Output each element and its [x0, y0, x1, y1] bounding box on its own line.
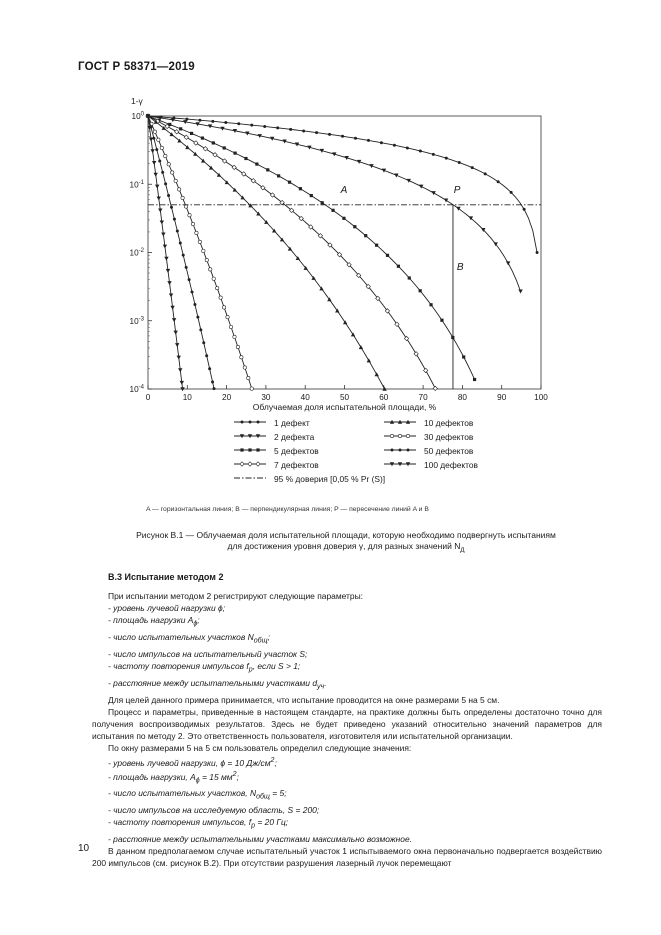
- legend-marker: [248, 448, 251, 451]
- list-item-text: ;: [236, 771, 239, 782]
- series-marker-6: [177, 188, 180, 191]
- series-marker-8: [158, 208, 162, 212]
- series-marker-1: [185, 118, 188, 121]
- series-marker-5: [359, 345, 363, 349]
- series-marker-6: [233, 335, 236, 338]
- series-marker-6: [229, 325, 232, 328]
- series-marker-1: [250, 124, 253, 127]
- legend-label: 95 % доверия [0,05 % Pr (S)]: [274, 474, 386, 484]
- x-tick-label: 0: [145, 393, 151, 402]
- legend-marker: [257, 421, 260, 424]
- legend-label: 10 дефектов: [424, 418, 474, 428]
- legend-label: 5 дефектов: [274, 446, 319, 456]
- list-item: [92, 648, 602, 660]
- legend-swatch: [232, 417, 268, 427]
- legend-swatch: [232, 431, 268, 441]
- series-marker-8: [153, 173, 157, 177]
- series-marker-7: [205, 354, 208, 357]
- series-marker-3: [353, 225, 356, 228]
- subscript: ϕ: [195, 777, 200, 785]
- series-marker-3: [310, 194, 313, 197]
- caption-line-1: Рисунок В.1 — Облучаемая доля испытательной площади, которую необходимо подвергнуть испытаниям: [136, 530, 556, 540]
- series-marker-1: [484, 172, 487, 175]
- x-tick-label: 100: [534, 393, 548, 402]
- x-tick-label: 60: [379, 393, 389, 402]
- list-item-text: = 20 Гц;: [255, 817, 289, 828]
- list-item: [92, 833, 602, 845]
- legend-swatch: [232, 473, 268, 483]
- series-marker-7: [173, 218, 176, 221]
- series-marker-7: [155, 148, 158, 151]
- series-marker-6: [188, 214, 191, 217]
- series-marker-1: [458, 161, 461, 164]
- series-marker-8: [167, 281, 171, 285]
- annotation-p: P: [453, 184, 461, 196]
- series-marker-3: [179, 127, 182, 130]
- y-tick-label: $10^{-1}$: [129, 179, 144, 190]
- list-item: [92, 614, 602, 631]
- x-tick-label: 30: [261, 393, 271, 402]
- list-item-text: ;: [197, 615, 200, 626]
- list-item-text: - площадь нагрузки A: [108, 615, 194, 626]
- list-item: [92, 804, 602, 816]
- series-marker-7: [179, 242, 182, 245]
- series-marker-3: [190, 132, 193, 135]
- body-text: [92, 590, 602, 870]
- series-marker-1: [536, 251, 539, 254]
- x-tick-label: 20: [222, 393, 232, 402]
- parameter-list: [92, 602, 602, 694]
- series-marker-7: [185, 266, 188, 269]
- figure-caption: [96, 530, 596, 556]
- series-marker-6: [164, 154, 167, 157]
- series-marker-3: [419, 289, 422, 292]
- series-marker-7: [182, 254, 185, 257]
- series-marker-6: [202, 249, 205, 252]
- legend-swatch: [382, 417, 418, 427]
- series-marker-7: [161, 171, 164, 174]
- list-item-text: - число испытательных участков, N: [108, 788, 257, 799]
- annotation-a: A: [340, 184, 348, 196]
- list-item-text: - площадь нагрузки, A: [108, 771, 196, 782]
- list-item-text: , если S > 1;: [252, 661, 301, 672]
- series-marker-7: [211, 380, 214, 383]
- series-marker-3: [462, 355, 465, 358]
- paragraph-window: По окну размерами 5 на 5 см пользователь определил следующие значения:: [108, 743, 412, 754]
- legend-marker: [399, 449, 402, 452]
- series-marker-1: [367, 139, 370, 142]
- legend-label: 100 дефектов: [424, 460, 478, 470]
- series-marker-1: [419, 150, 422, 153]
- series-marker-3: [440, 319, 443, 322]
- superscript: 2: [232, 770, 237, 778]
- series-marker-1: [224, 121, 227, 124]
- series-marker-7: [208, 367, 211, 370]
- list-item: [92, 660, 602, 677]
- series-marker-8: [160, 220, 164, 224]
- series-marker-8: [149, 138, 153, 142]
- list-item-text: .: [324, 678, 327, 688]
- value-list: [92, 755, 602, 846]
- series-marker-6: [250, 387, 253, 390]
- series-marker-3: [321, 201, 324, 204]
- series-marker-6: [153, 130, 156, 133]
- list-item-text: - число импульсов на испытательный участок S;: [108, 649, 308, 659]
- series-marker-1: [471, 166, 474, 169]
- list-item-text: ;: [274, 757, 277, 768]
- subscript: общ: [256, 793, 270, 801]
- series-marker-8: [172, 318, 176, 322]
- list-item-text: ;: [267, 632, 270, 643]
- series-marker-8: [169, 293, 173, 297]
- legend-label: 30 дефектов: [424, 432, 474, 442]
- list-item-text: - расстояние между испытательными участками максимально возможное.: [108, 834, 412, 845]
- series-marker-6: [174, 179, 177, 182]
- series-marker-7: [170, 206, 173, 209]
- series-marker-1: [315, 131, 318, 134]
- series-marker-6: [247, 376, 250, 379]
- series-marker-1: [406, 146, 409, 149]
- subscript: p: [251, 822, 256, 830]
- subscript: ϕ: [193, 621, 198, 628]
- series-marker-8: [170, 306, 174, 310]
- legend-marker: [406, 434, 409, 437]
- series-marker-6: [184, 205, 187, 208]
- series-marker-8: [155, 185, 159, 189]
- series-marker-3: [212, 141, 215, 144]
- page-number: 10: [78, 843, 90, 854]
- series-marker-3: [364, 234, 367, 237]
- list-item: [92, 816, 602, 833]
- series-marker-2: [444, 198, 448, 202]
- series-line-2: [148, 116, 521, 291]
- series-marker-2: [419, 185, 423, 189]
- list-item-text: = 5;: [269, 788, 287, 799]
- series-marker-6: [181, 196, 184, 199]
- x-tick-label: 50: [339, 393, 350, 402]
- legend-marker: [241, 421, 244, 424]
- series-marker-3: [386, 254, 389, 257]
- series-marker-3: [342, 217, 345, 220]
- list-item-text: - частоту повторения импульсов, f: [108, 817, 252, 828]
- series-marker-7: [193, 303, 196, 306]
- series-marker-3: [266, 168, 269, 171]
- series-marker-3: [408, 276, 411, 279]
- series-marker-8: [180, 381, 184, 385]
- series-marker-7: [176, 230, 179, 233]
- series-marker-1: [523, 208, 526, 211]
- list-item: [92, 602, 602, 614]
- y-tick-label: $10^{-3}$: [129, 316, 144, 326]
- series-marker-6: [236, 345, 239, 348]
- list-item: [92, 787, 602, 804]
- series-marker-1: [328, 133, 331, 136]
- series-marker-8: [152, 161, 156, 165]
- series-marker-7: [158, 159, 161, 162]
- y-axis-label: 1-γ: [131, 96, 143, 106]
- series-marker-1: [445, 157, 448, 160]
- paragraph-example: Для целей данного примера принимается, что испытание проводится на окне размерами 5 на 5 см.: [108, 694, 500, 705]
- section-title: В.3 Испытание методом 2: [108, 572, 224, 582]
- paragraph-process: Процесс и параметры, приведенные в настоящем стандарте, на практике должны быть определены достаточно точно для получения воспроизводимых результатов. Здесь не будет приведено указаний относительно значений параметров для испытания по методу 2. Это ответственность пользователя, изготовителя или испытательной организации.: [92, 707, 602, 742]
- series-marker-6: [219, 296, 222, 299]
- legend-marker: [256, 448, 259, 451]
- series-marker-7: [167, 194, 170, 197]
- series-marker-3: [375, 244, 378, 247]
- y-tick-label: $10^{-2}$: [129, 248, 144, 258]
- series-marker-4: [213, 153, 217, 157]
- legend-marker: [240, 448, 243, 451]
- superscript: 2: [270, 756, 275, 764]
- x-tick-label: 10: [182, 393, 192, 402]
- series-marker-1: [432, 153, 435, 156]
- series-marker-6: [205, 258, 208, 261]
- caption-line-2: для достижения уровня доверия γ, для разных значений $N_д$: [227, 541, 465, 554]
- series-marker-6: [226, 315, 229, 318]
- series-marker-1: [302, 129, 305, 132]
- series-marker-4: [175, 130, 179, 134]
- figure-b1-chart: [0, 0, 661, 420]
- series-marker-1: [497, 180, 500, 183]
- series-marker-3: [299, 187, 302, 190]
- series-marker-5: [374, 372, 378, 376]
- list-item: [92, 677, 602, 694]
- series-marker-6: [191, 222, 194, 225]
- x-axis-label: Облучаемая доля испытательной площади, %: [252, 402, 437, 412]
- series-marker-7: [196, 316, 199, 319]
- series-marker-6: [243, 366, 246, 369]
- series-marker-6: [212, 277, 215, 280]
- series-marker-3: [277, 174, 280, 177]
- series-marker-1: [380, 141, 383, 144]
- series-marker-6: [160, 146, 163, 149]
- series-marker-3: [429, 303, 432, 306]
- series-marker-6: [167, 163, 170, 166]
- legend-marker: [248, 462, 252, 466]
- series-marker-1: [341, 135, 344, 138]
- series-marker-8: [150, 149, 154, 153]
- x-tick-label: 90: [497, 393, 507, 402]
- x-tick-label: 80: [457, 393, 467, 402]
- series-marker-3: [255, 162, 258, 165]
- y-tick-label: $10^{-4}$: [129, 384, 144, 394]
- legend-swatch: [382, 459, 418, 469]
- series-marker-7: [213, 387, 216, 390]
- series-marker-6: [222, 306, 225, 309]
- series-marker-1: [276, 126, 279, 129]
- series-marker-1: [211, 120, 214, 123]
- series-marker-8: [163, 245, 167, 249]
- legend-label: 1 дефект: [274, 418, 310, 428]
- legend-swatch: [232, 445, 268, 455]
- series-marker-4: [433, 386, 437, 390]
- series-marker-1: [263, 125, 266, 128]
- series-marker-7: [188, 278, 191, 281]
- series-marker-7: [191, 291, 194, 294]
- list-item-text: - число импульсов на исследуемую область, S = 200;: [108, 805, 320, 816]
- series-marker-8: [173, 331, 177, 335]
- list-item-text: - частоту повторения импульсов f: [108, 661, 249, 672]
- series-marker-3: [244, 157, 247, 160]
- series-marker-6: [195, 231, 198, 234]
- series-marker-4: [194, 141, 198, 145]
- series-marker-3: [331, 209, 334, 212]
- series-marker-3: [233, 152, 236, 155]
- series-marker-8: [178, 368, 182, 372]
- legend-marker: [390, 434, 393, 437]
- document-header: ГОСТ Р 58371—2019: [78, 61, 195, 73]
- legend-marker: [391, 449, 394, 452]
- series-marker-4: [414, 352, 418, 356]
- list-item-text: = 15 мм: [199, 771, 233, 782]
- series-marker-7: [164, 182, 167, 185]
- series-marker-1: [354, 137, 357, 140]
- series-marker-1: [198, 119, 201, 122]
- annotation-b: B: [456, 262, 464, 274]
- y-tick-label: $10^0$: [131, 111, 144, 121]
- list-item: [92, 631, 602, 648]
- series-marker-4: [424, 368, 428, 372]
- series-marker-7: [199, 328, 202, 331]
- series-line-4: [148, 116, 435, 388]
- series-marker-1: [393, 144, 396, 147]
- series-marker-5: [367, 358, 371, 362]
- legend-marker: [256, 462, 260, 466]
- series-line-5: [148, 116, 385, 389]
- series-marker-7: [202, 341, 205, 344]
- figure-note: A — горизонтальная линия; B — перпендикулярная линия; P — пересечение линий A и B: [146, 506, 429, 513]
- series-marker-6: [198, 240, 201, 243]
- legend-label: 2 дефекта: [274, 432, 315, 442]
- legend-marker: [249, 421, 252, 424]
- x-tick-label: 70: [418, 393, 428, 402]
- series-marker-6: [215, 286, 218, 289]
- list-item-text: - расстояние между испытательными участками d: [108, 678, 318, 688]
- list-item: [92, 769, 602, 788]
- series-marker-3: [201, 136, 204, 139]
- subscript: уч: [317, 683, 325, 691]
- series-marker-8: [161, 232, 165, 236]
- list-item-text: - уровень лучевой нагрузки, ϕ = 10 Дж/см: [108, 757, 271, 768]
- legend-swatch: [382, 445, 418, 455]
- paragraph-intro: При испытании методом 2 регистрируют следующие параметры:: [108, 591, 364, 601]
- legend-marker: [407, 449, 410, 452]
- series-marker-8: [166, 269, 170, 273]
- legend-marker: [398, 434, 401, 437]
- series-marker-8: [175, 343, 179, 347]
- series-marker-3: [223, 146, 226, 149]
- series-marker-3: [288, 181, 291, 184]
- series-marker-8: [164, 257, 168, 261]
- series-marker-3: [397, 265, 400, 268]
- list-item-text: - число испытательных участков N: [108, 632, 254, 643]
- subscript: общ: [253, 637, 268, 645]
- series-marker-4: [184, 135, 188, 139]
- series-marker-2: [506, 261, 510, 265]
- series-marker-4: [203, 147, 207, 151]
- subscript: p: [248, 666, 253, 674]
- series-marker-3: [473, 378, 476, 381]
- series-marker-2: [518, 290, 522, 294]
- series-marker-8: [157, 197, 161, 201]
- legend-swatch: [382, 431, 418, 441]
- paragraph-last: В данном предполагаемом случае испытательный участок 1 испытываемого окна первоначально подвергается воздействию 200 импульсов (см. рисунок В.2). При отсутствии разрушения лазерный лучок перемещают: [92, 846, 602, 869]
- series-marker-1: [289, 128, 292, 131]
- legend-marker: [240, 462, 244, 466]
- x-tick-label: 40: [300, 393, 310, 402]
- legend-label: 50 дефектов: [424, 446, 474, 456]
- series-marker-8: [177, 356, 181, 360]
- list-item: [92, 755, 602, 769]
- series-marker-1: [237, 122, 240, 125]
- legend-label: 7 дефектов: [274, 460, 319, 470]
- series-marker-6: [240, 356, 243, 359]
- legend-swatch: [232, 459, 268, 469]
- list-item-text: - уровень лучевой нагрузки ϕ;: [108, 603, 226, 614]
- series-marker-6: [209, 268, 212, 271]
- series-marker-2: [431, 191, 435, 195]
- series-marker-6: [157, 138, 160, 141]
- series-marker-6: [171, 171, 174, 174]
- series-marker-1: [510, 191, 513, 194]
